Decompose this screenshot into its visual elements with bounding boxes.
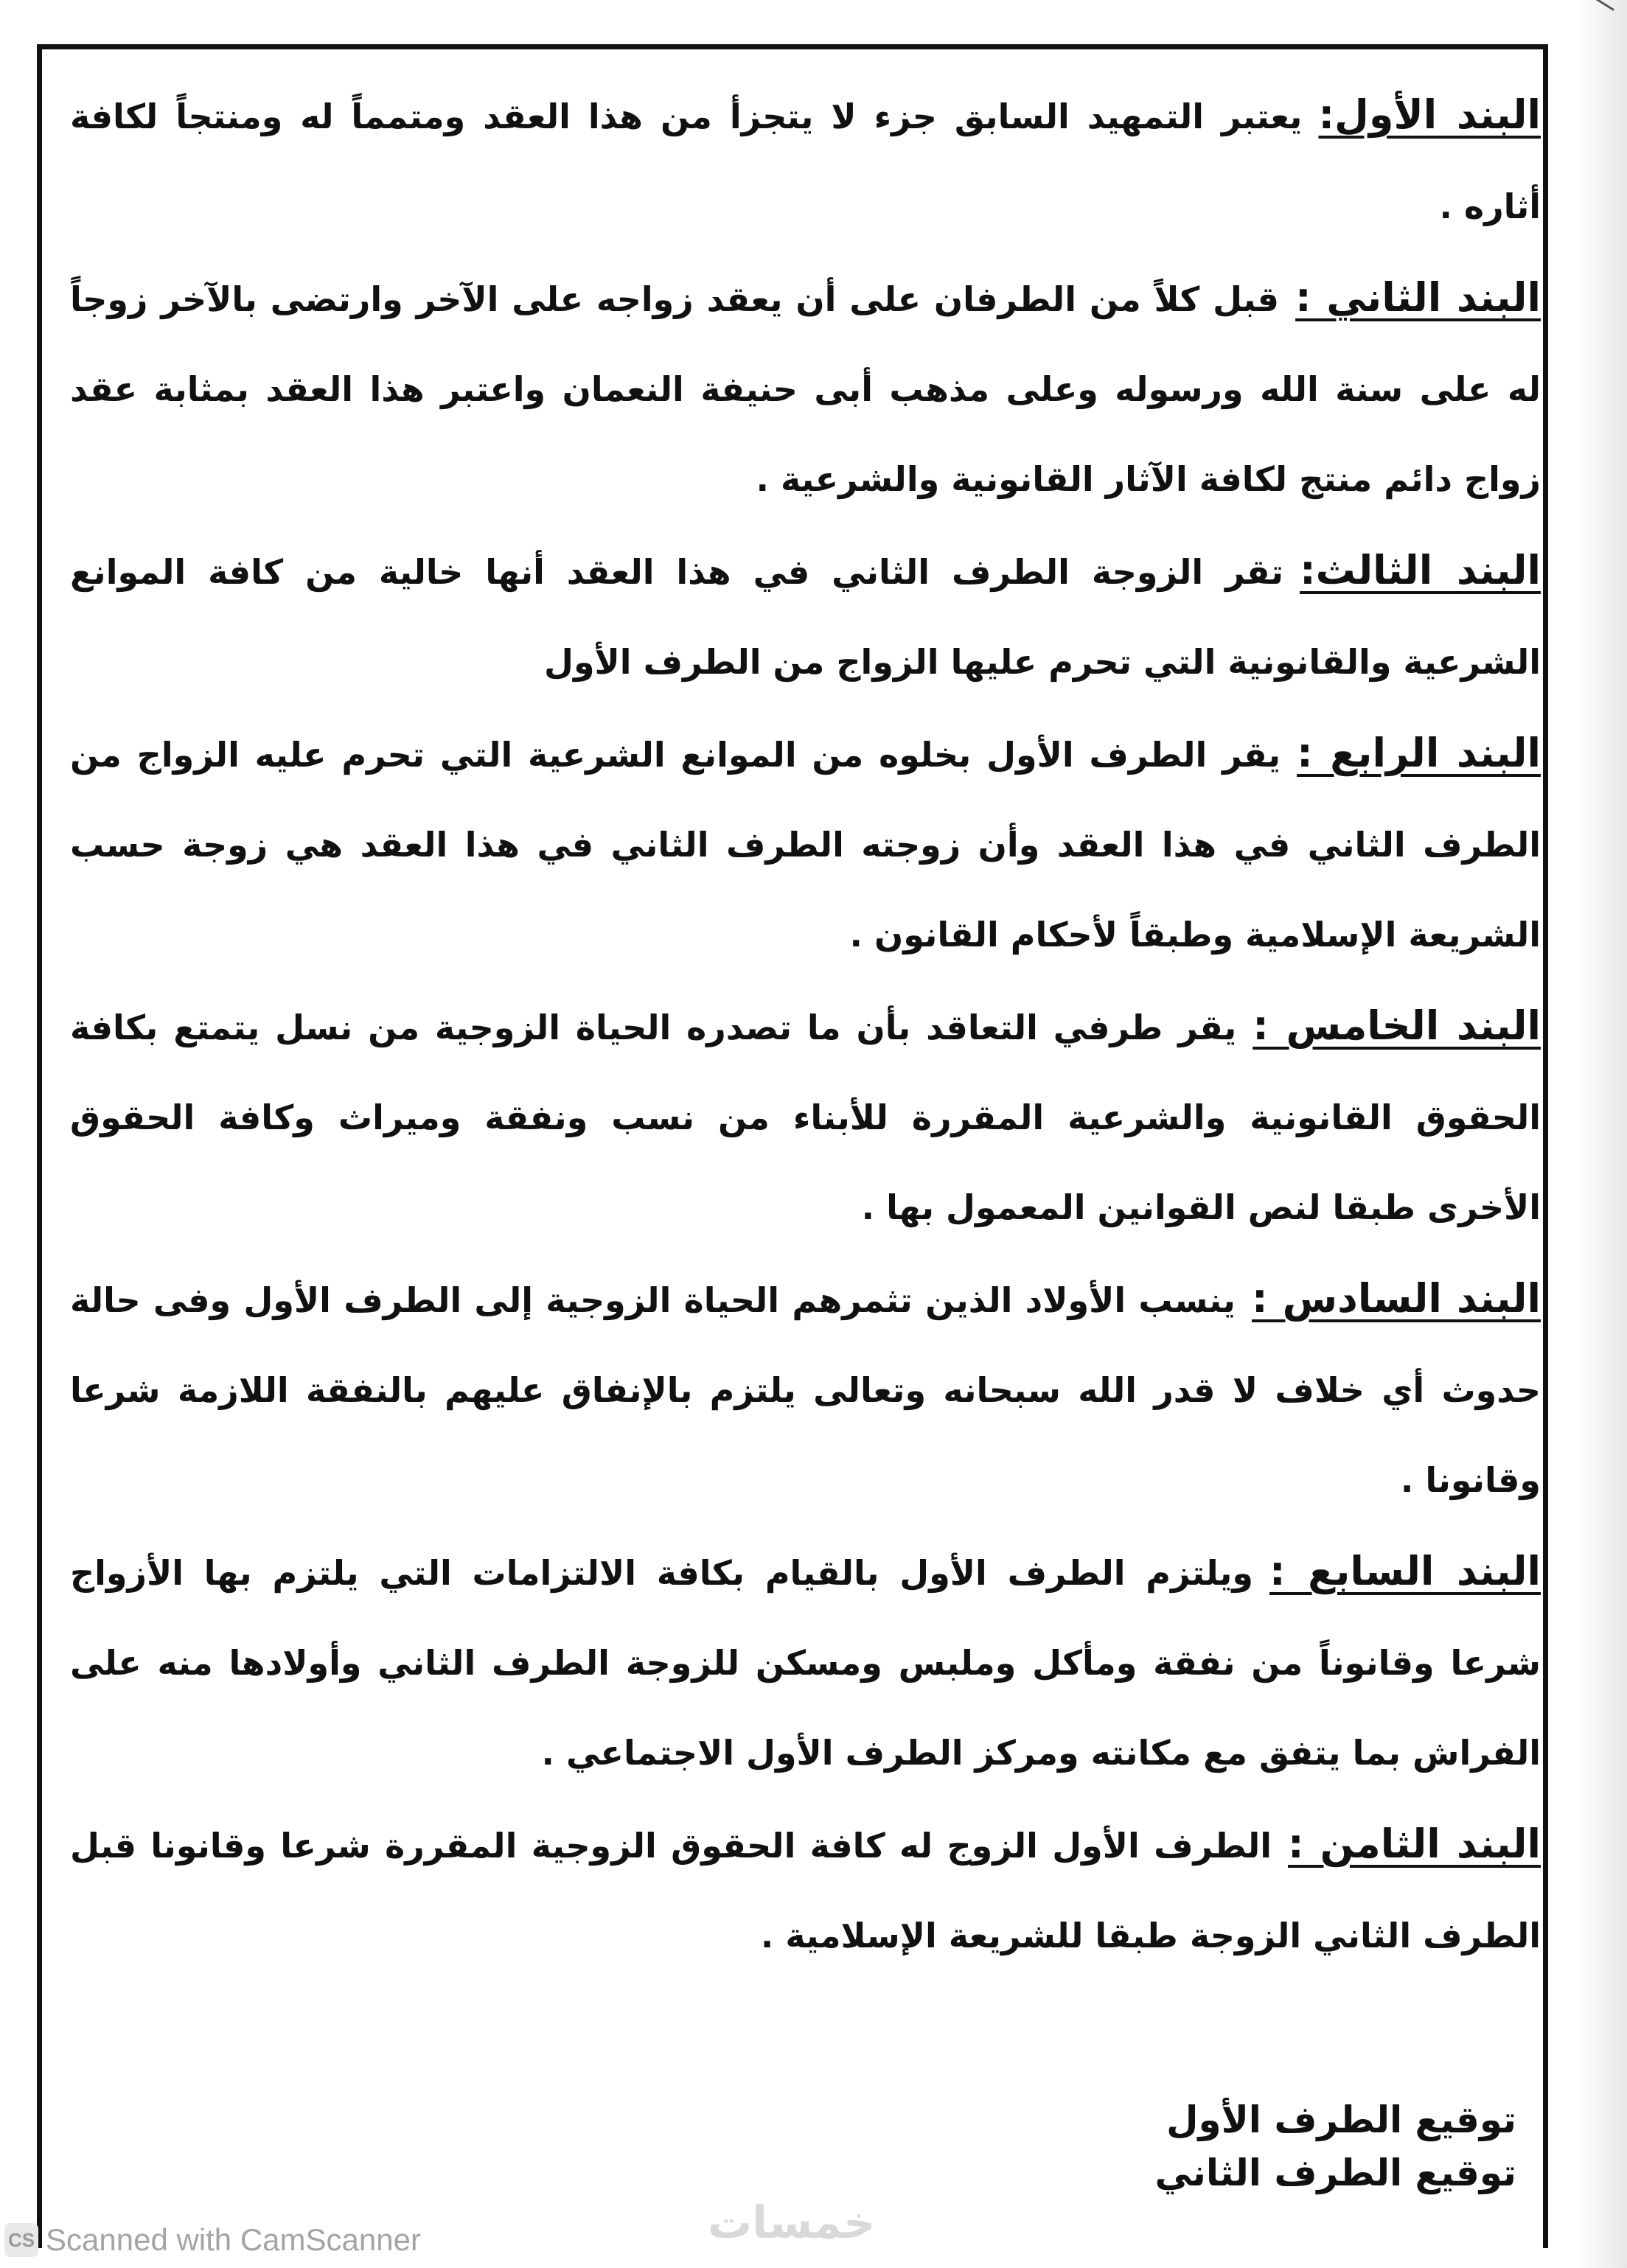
clause <box>70 70 1541 251</box>
clause-title: البند الخامس : <box>1253 1002 1541 1049</box>
clause <box>70 253 1541 524</box>
camscanner-logo-icon: CS <box>4 2223 38 2257</box>
clause-title: البند السادس : <box>1251 1275 1541 1322</box>
clause-text: ويلتزم الطرف الأول بالقيام بكافة الالتزامات التي يلتزم بها الأزواج شرعا وقانوناً من نفقة ومأكل وملبس ومسكن للزوجة الطرف الثاني وأولادها منه على الفراش بما يتفق مع مكانته ومركز الطرف الأول الاجتماعي . <box>70 1553 1541 1773</box>
signature-block <box>1154 2093 1516 2199</box>
scanner-badge <box>4 2222 421 2258</box>
second-party-signature-label: توقيع الطرف الثاني <box>1154 2152 1516 2194</box>
clause-text: الطرف الأول الزوج له كافة الحقوق الزوجية المقررة شرعا وقانونا قبل الطرف الثاني الزوجة طبقا للشريعة الإسلامية . <box>70 1826 1541 1955</box>
clause <box>70 1526 1541 1798</box>
clause-title: البند السابع : <box>1269 1548 1541 1594</box>
clause-title: البند الرابع : <box>1297 730 1541 776</box>
first-party-signature-label: توقيع الطرف الأول <box>1166 2098 1516 2141</box>
clause <box>70 708 1541 980</box>
clause-text: يقر طرفي التعاقد بأن ما تصدره الحياة الزوجية من نسل يتمتع بكافة الحقوق القانونية والشرعية المقررة للأبناء من نسب ونفقة وميراث وكافة الحقوق الأخرى طبقا لنص القوانين المعمول بها . <box>70 1008 1541 1227</box>
clause-title: البند الأول: <box>1318 91 1541 138</box>
clause-title: البند الثامن : <box>1287 1821 1541 1867</box>
clause-title: البند الثاني : <box>1295 274 1541 321</box>
page-edge-shadow <box>1575 0 1627 2268</box>
clause <box>70 1799 1541 1981</box>
clause <box>70 1254 1541 1525</box>
scanner-text: Scanned with CamScanner <box>46 2222 421 2257</box>
clause-text: يقر الطرف الأول بخلوه من الموانع الشرعية التي تحرم عليه الزواج من الطرف الثاني في هذا العقد وأن زوجته الطرف الثاني في هذا العقد هي زوجة حسب الشريعة الإسلامية وطبقاً لأحكام القانون . <box>70 735 1541 955</box>
clause <box>70 526 1541 707</box>
watermark: خمسات <box>708 2197 876 2249</box>
clause-text: ينسب الأولاد الذين تثمرهم الحياة الزوجية إلى الطرف الأول وفى حالة حدوث أي خلاف لا قدر الله سبحانه وتعالى يلتزم بالإنفاق عليهم بالنفقة اللازمة شرعا وقانونا . <box>70 1280 1541 1500</box>
clause-text: تقر الزوجة الطرف الثاني في هذا العقد أنها خالية من كافة الموانع الشرعية والقانونية التي تحرم عليها الزواج من الطرف الأول <box>70 552 1541 682</box>
clause-text: قبل كلاً من الطرفان على أن يعقد زواجه على الآخر وارتضى بالآخر زوجاً له على سنة الله ورسوله وعلى مذهب أبى حنيفة النعمان واعتبر هذا العقد بمثابة عقد زواج دائم منتج لكافة الآثار القانونية والشرعية . <box>70 279 1541 499</box>
clause-title: البند الثالث: <box>1300 547 1541 593</box>
clause-text: يعتبر التمهيد السابق جزء لا يتجزأ من هذا العقد ومتمماً له ومنتجاً لكافة أثاره . <box>70 97 1541 226</box>
contract-clauses <box>70 70 1541 1982</box>
clause <box>70 981 1541 1252</box>
